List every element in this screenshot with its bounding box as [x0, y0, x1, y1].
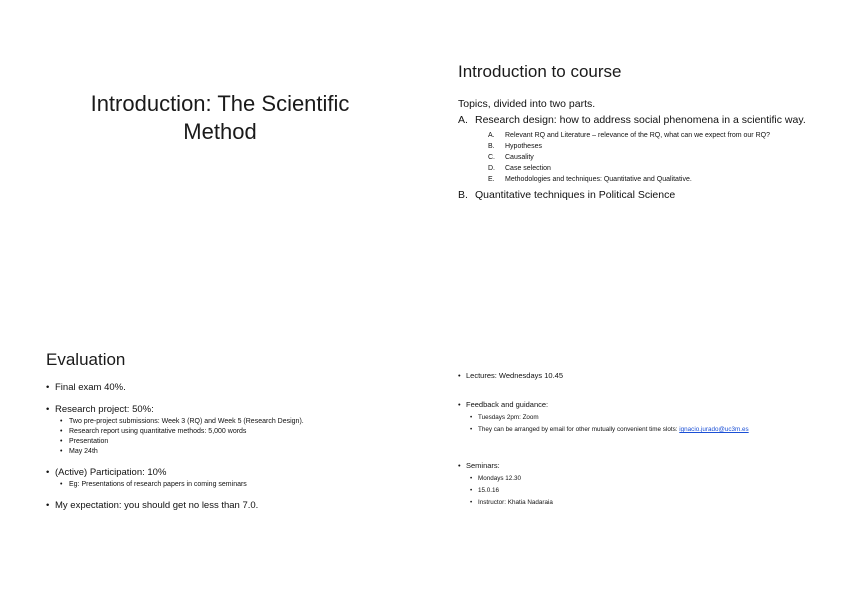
participation-subs — [60, 480, 416, 490]
list-item — [488, 163, 828, 174]
part-b — [458, 189, 828, 202]
list-item: • They can be arranged by email for other mutually convenient time slots: ignacio.jurado@uc3m.es — [470, 426, 749, 433]
item-label: A. — [488, 132, 495, 139]
bullet-text: Seminars: — [466, 461, 500, 470]
sub-text: Instructor: Khatia Nadaraia — [478, 499, 553, 506]
list-item: • May 24th — [60, 448, 98, 455]
list-item: • 15.0.16 — [470, 485, 838, 497]
slide-1-title — [40, 90, 400, 146]
sub-text: They can be arranged by email for other mutually convenient time slots: — [478, 426, 680, 433]
slide-logistics — [458, 370, 838, 509]
slide-course-intro — [458, 62, 828, 202]
bullet-text: Final exam 40%. — [55, 382, 126, 393]
part-b-label: B. — [458, 189, 468, 201]
topics-intro: Topics, divided into two parts. — [458, 98, 596, 110]
sub-text: Tuesdays 2pm: Zoom — [478, 414, 539, 421]
sub-text: Research report using quantitative methods: 5,000 words — [69, 428, 247, 435]
research-project-subs — [60, 417, 416, 457]
item-label: B. — [488, 143, 495, 150]
part-a-label: A. — [458, 114, 468, 126]
slide-3-title: Evaluation — [46, 350, 126, 369]
title-line-2: Method — [183, 119, 257, 144]
list-item: • Mondays 12.30 — [470, 473, 838, 485]
bullet-participation: • (Active) Participation: 10% — [46, 467, 167, 478]
bullet-text: (Active) Participation: 10% — [55, 467, 167, 478]
item-text: Methodologies and techniques: Quantitative and Qualitative. — [505, 176, 692, 183]
item-text: Case selection — [505, 165, 551, 172]
title-line-1: Introduction: The Scientific — [90, 91, 350, 116]
list-item: • Two pre-project submissions: Week 3 (RQ) and Week 5 (Research Design). — [60, 418, 304, 425]
sub-text: Mondays 12.30 — [478, 475, 522, 482]
sub-text: 15.0.16 — [478, 487, 500, 494]
item-text: Relevant RQ and Literature – relevance of the RQ, what can we expect from our RQ? — [505, 132, 770, 139]
slide-title — [40, 90, 400, 146]
sub-text: Two pre-project submissions: Week 3 (RQ) and Week 5 (Research Design). — [69, 418, 304, 425]
email-link[interactable]: ignacio.jurado@uc3m.es — [679, 426, 749, 433]
bullet-final-exam: • Final exam 40%. — [46, 382, 126, 393]
list-item — [488, 141, 828, 152]
bullet-text: Feedback and guidance: — [466, 400, 549, 409]
part-a-list — [488, 130, 828, 185]
sub-text: Presentation — [69, 438, 109, 445]
list-item: • Instructor: Khatia Nadaraia — [470, 497, 838, 509]
list-item — [488, 130, 828, 141]
bullet-seminars: • Seminars: — [458, 461, 500, 470]
bullet-research-project: • Research project: 50%: — [46, 404, 154, 415]
part-a — [458, 114, 828, 127]
list-item: • Eg: Presentations of research papers in coming seminars — [60, 481, 247, 488]
list-item: • Tuesdays 2pm: Zoom — [470, 412, 838, 424]
list-item: • Research report using quantitative methods: 5,000 words — [60, 428, 247, 435]
feedback-subs — [470, 412, 838, 436]
list-item — [488, 152, 828, 163]
part-b-text: Quantitative techniques in Political Science — [475, 189, 676, 201]
sub-text: May 24th — [69, 448, 98, 455]
item-label: D. — [488, 165, 495, 172]
bullet-text: Lectures: Wednesdays 10.45 — [466, 371, 564, 380]
item-text: Hypotheses — [505, 143, 542, 150]
bullet-lectures: • Lectures: Wednesdays 10.45 — [458, 371, 564, 380]
bullet-feedback: • Feedback and guidance: — [458, 400, 549, 409]
item-label: C. — [488, 154, 495, 161]
item-text: Causality — [505, 154, 534, 161]
bullet-text: Research project: 50%: — [55, 404, 154, 415]
item-label: E. — [488, 176, 495, 183]
slide-2-title: Introduction to course — [458, 62, 622, 81]
list-item: • Presentation — [60, 438, 109, 445]
slide-evaluation — [46, 350, 416, 512]
bullet-expectation: • My expectation: you should get no less than 7.0. — [46, 500, 259, 511]
part-a-text: Research design: how to address social phenomena in a scientific way. — [475, 114, 806, 126]
bullet-text: My expectation: you should get no less than 7.0. — [55, 500, 259, 511]
sub-text: Eg: Presentations of research papers in coming seminars — [69, 481, 247, 488]
seminar-subs — [470, 473, 838, 509]
list-item — [488, 174, 828, 185]
